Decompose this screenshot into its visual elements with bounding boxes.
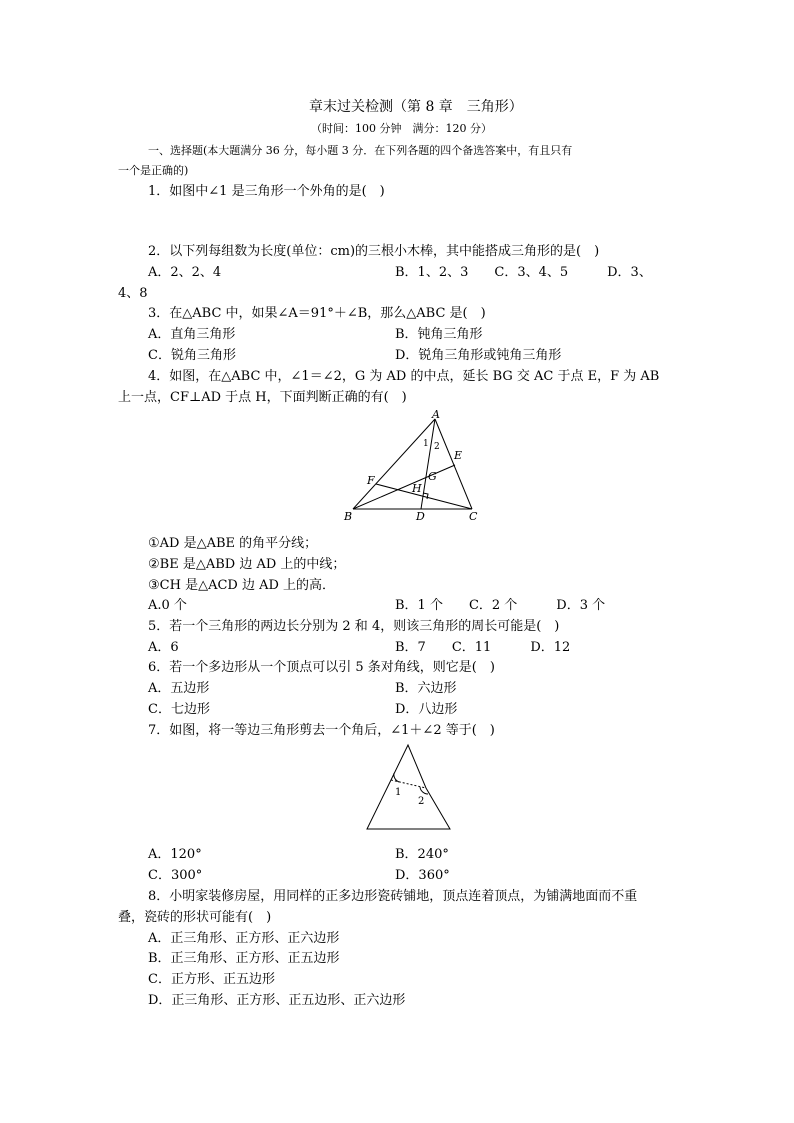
question-7-option-b: B．240° (395, 847, 449, 862)
page-subtitle: （时间：100 分钟 满分：120 分） (311, 122, 492, 135)
question-4-statement-3: ③CH 是△ACD 边 AD 上的高． (148, 578, 336, 593)
question-6-option-a: A．五边形 (148, 681, 210, 696)
question-4-option-a: A.0 个 (148, 598, 187, 613)
question-3-option-b: B．钝角三角形 (395, 327, 483, 342)
question-4-options-bcd: B．1 个 C．2 个 D．3 个 (395, 598, 606, 613)
question-8-stem-cont: 叠，瓷砖的形状可能有( ) (118, 910, 272, 925)
question-4-stem: 4．如图，在△ABC 中，∠1＝∠2，G 为 AD 的中点，延长 BG 交 AC 于点 E，F 为 AB (148, 369, 660, 384)
question-2-stem: 2．以下列每组数为长度(单位：cm)的三根小木棒，其中能搭成三角形的是( ) (148, 244, 600, 259)
label-b: B (344, 510, 353, 523)
label-h: H (412, 482, 422, 495)
question-7-option-d: D．360° (395, 868, 450, 883)
question-2-options-bcd: B．1、2、3 C．3、4、5 D．3、 (395, 265, 652, 280)
label-a: A (432, 408, 440, 421)
question-4-statement-2: ②BE 是△ABD 边 AD 上的中线； (148, 557, 346, 572)
question-3-option-d: D．锐角三角形或钝角三角形 (395, 348, 562, 363)
angle-1-label: 1 (423, 439, 429, 449)
question-8-option-a: A．正三角形、正方形、正六边形 (148, 931, 340, 946)
angle-1-label: 1 (395, 787, 402, 798)
label-d: D (416, 510, 425, 523)
section-heading: 一、选择题(本大题满分 36 分，每小题 3 分．在下列各题的四个备选答案中，有且只有 (148, 144, 573, 157)
question-2-option-d-cont: 4、8 (118, 286, 148, 301)
label-e: E (454, 449, 463, 462)
label-f: F (367, 474, 375, 487)
question-5-option-a: A．6 (148, 640, 179, 655)
question-8-option-c: C．正方形、正五边形 (148, 972, 275, 987)
question-6-option-c: C．七边形 (148, 702, 210, 717)
question-6-stem: 6．若一个多边形从一个顶点可以引 5 条对角线，则它是( ) (148, 660, 495, 675)
question-7-option-c: C．300° (148, 868, 203, 883)
page-title: 章末过关检测（第 8 章 三角形） (309, 99, 523, 115)
section-heading-cont: 一个是正确的) (118, 164, 189, 177)
question-4-statement-1: ①AD 是△ABE 的角平分线； (148, 536, 318, 551)
question-3-option-c: C．锐角三角形 (148, 348, 236, 363)
triangle-abc-figure (336, 408, 486, 523)
angle-2-label: 2 (418, 796, 425, 807)
question-5-options-bcd: B．7 C．11 D．12 (395, 640, 571, 655)
question-8-option-d: D．正三角形、正方形、正五边形、正六边形 (148, 993, 406, 1008)
question-8-stem: 8．小明家装修房屋，用同样的正多边形瓷砖铺地，顶点连着顶点，为铺满地面而不重 (148, 889, 638, 904)
question-6-option-b: B．六边形 (395, 681, 457, 696)
label-c: C (469, 510, 478, 523)
question-3-option-a: A．直角三角形 (148, 327, 236, 342)
label-g: G (428, 470, 437, 483)
cut-triangle-figure (362, 742, 458, 834)
question-6-option-d: D．八边形 (395, 702, 458, 717)
question-5-stem: 5．若一个三角形的两边长分别为 2 和 4，则该三角形的周长可能是( ) (148, 619, 560, 634)
question-3-stem: 3．在△ABC 中，如果∠A＝91°＋∠B，那么△ABC 是( ) (148, 306, 486, 321)
question-1-stem: 1．如图中∠1 是三角形一个外角的是( ) (148, 184, 385, 199)
question-2-option-a: A．2、2、4 (148, 265, 222, 280)
question-8-option-b: B．正三角形、正方形、正五边形 (148, 951, 340, 966)
question-7-option-a: A．120° (148, 847, 202, 862)
angle-2-label: 2 (434, 442, 440, 452)
question-7-stem: 7．如图，将一等边三角形剪去一个角后，∠1＋∠2 等于( ) (148, 723, 495, 738)
question-4-stem-cont: 上一点，CF⊥AD 于点 H，下面判断正确的有( ) (118, 390, 407, 405)
